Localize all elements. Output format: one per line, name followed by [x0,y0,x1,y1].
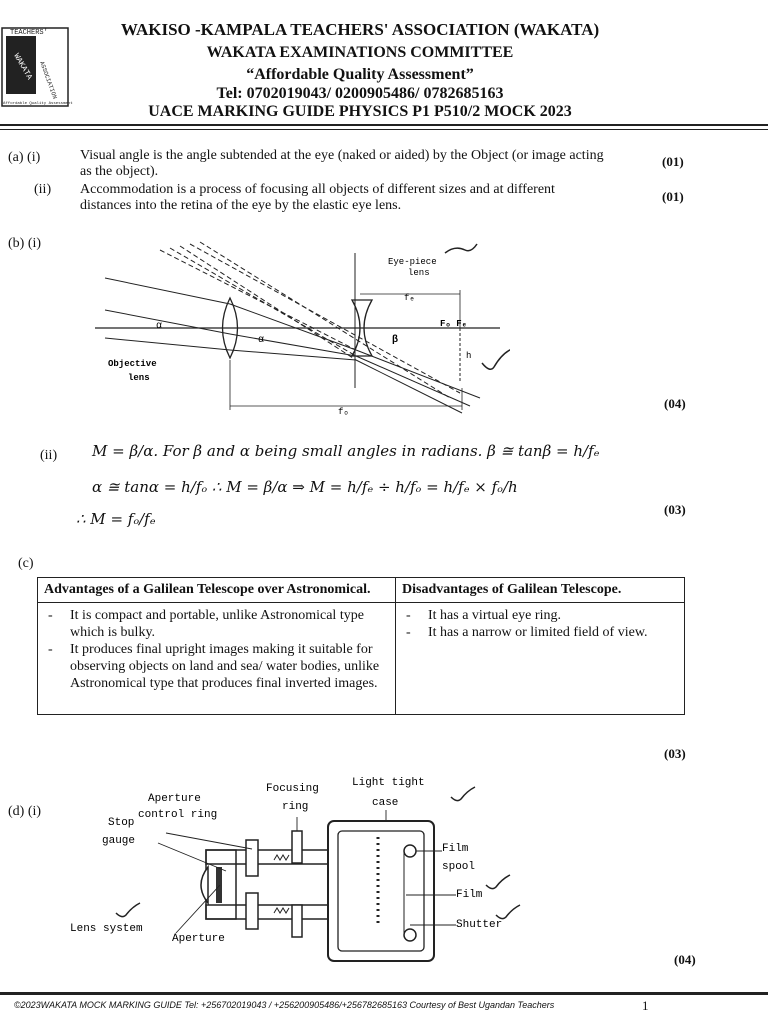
label-lens-system: Lens system [70,923,143,935]
virtual-ray-3 [180,246,356,360]
q-a-ii-label: (ii) [34,182,52,197]
label-fe: fₑ [404,293,415,303]
header-association: WAKISO -KAMPALA TEACHERS' ASSOCIATION (WAKATA) [120,20,600,39]
tick-mark-icon [116,903,140,917]
tick-mark-icon [482,349,510,369]
label-stop-gauge-1: Stop [108,817,135,829]
q-b-label: (b) (i) [8,236,42,251]
label-alpha-1: α [156,321,163,332]
camera-case-inner [338,831,424,951]
lens-barrel-top [206,850,328,864]
logo-text-center: WAKATA [11,52,34,82]
header-committee: WAKATA EXAMINATIONS COMMITTEE [206,44,514,61]
lens-barrel-bottom [206,905,328,919]
advantages-cell [38,603,396,715]
q-a-ii-mark: (01) [662,189,684,204]
converging-ray-3 [230,350,356,360]
label-light-tight-1: Light tight [352,777,425,789]
film-spool-top [404,845,416,857]
disadvantages-header: Disadvantages of Galilean Telescope. [396,578,685,603]
logo-text-top: TEACHERS' [10,29,48,37]
label-objective-lens: lens [128,373,150,383]
label-shutter: Shutter [456,919,503,931]
emergent-ray-3 [356,360,462,413]
focusing-ring-top [292,831,302,863]
q-b-ii-label: (ii) [40,448,58,463]
label-focusing-1: Focusing [266,783,319,795]
advantage-item: - It produces final upright images making it suitable for observing objects on land and sea/ water bodies, unlike Astronomical type that produces final inverted images. [44,641,389,692]
q-d-mark: (04) [674,952,696,967]
label-objective: Objective [108,359,157,369]
tick-mark-icon [496,905,520,919]
logo-text-side: ASSOCIATION [38,60,59,100]
q-a-ii-text-2: distances into the retina of the eye by the elastic eye lens. [80,198,402,213]
camera-case-outer [328,821,434,961]
label-film-spool-2: spool [442,861,476,873]
label-aperture: Aperture [172,933,225,945]
q-a-label: (a) (i) [8,150,41,165]
q-a-i-mark: (01) [662,154,684,169]
label-h: h [466,351,472,361]
label-film: Film [456,889,483,901]
leader-aperture [176,885,220,933]
label-stop-gauge-2: gauge [102,835,136,847]
header-slogan: “Affordable Quality Assessment” [246,66,474,83]
q-a-ii-text-1: Accommodation is a process of focusing all objects of different sizes and at different [80,182,555,197]
equation-1: M = β/α. For β and α being small angles in radians. β ≅ tanβ = h/fₑ [92,442,600,460]
label-fo: fₒ [338,407,349,417]
incoming-ray-1 [105,278,230,304]
tick-mark-icon [486,875,510,889]
emergent-ray-2 [356,356,470,406]
logo-text-bottom: Affordable Quality Assessment [3,102,73,106]
camera-diagram [66,775,536,970]
focusing-ring-bottom [292,905,302,937]
galilean-telescope-table [37,577,685,715]
leader-stop-gauge [158,843,226,871]
advantages-header: Advantages of a Galilean Telescope over Astronomical. [38,578,396,603]
leader-aperture-ring [166,833,252,849]
q-b-i-mark: (04) [664,396,686,411]
header-phone: Tel: 0702019043/ 0200905486/ 0782685163 [216,85,504,102]
disadvantage-item: - It has a virtual eye ring. [402,607,678,624]
q-c-label: (c) [18,556,34,571]
aperture-ring-bottom [246,893,258,929]
disadvantages-cell [396,603,685,715]
telescope-ray-diagram [90,238,510,423]
label-light-tight-2: case [372,797,399,809]
incoming-ray-3 [105,338,230,350]
aperture-stop [216,867,222,903]
front-lens [201,867,208,903]
equation-3: ∴ M = fₒ/fₑ [76,510,156,528]
incoming-ray-2 [105,310,230,334]
q-b-ii-mark: (03) [664,502,686,517]
footer-text: ©2023WAKATA MOCK MARKING GUIDE Tel: +256702019043 / +256200905486/+256782685163 Courtesy of Best Ugandan Teachers [14,1000,555,1010]
q-d-label: (d) (i) [8,804,42,819]
tick-mark-icon [445,244,477,253]
label-eyepiece: Eye-piece [388,257,437,267]
label-focusing-2: ring [282,801,309,813]
q-c-mark: (03) [664,746,686,761]
footer-rule [0,992,768,995]
page-number: 1 [642,998,649,1013]
aperture-ring-top [246,840,258,876]
label-film-spool-1: Film [442,843,469,855]
tick-mark-icon [451,787,475,801]
label-eyepiece-lens: lens [408,268,430,278]
header-title: UACE MARKING GUIDE PHYSICS P1 P510/2 MOCK 2023 [148,103,572,120]
label-aperture-control-1: Aperture [148,793,201,805]
spring-top [274,855,289,860]
label-aperture-control-2: control ring [138,809,218,821]
advantage-item: - It is compact and portable, unlike Astronomical type which is bulky. [44,607,389,641]
label-beta: β [392,335,399,346]
spring-bottom [274,908,289,913]
header-rule [0,124,768,126]
q-a-i-text-1: Visual angle is the angle subtended at the eye (naked or aided) by the Object (or image acting [80,148,604,163]
disadvantage-item: - It has a narrow or limited field of view. [402,624,678,641]
label-alpha-2: α [258,335,265,346]
film-spool-bottom [404,929,416,941]
q-a-i-text-2: as the object). [80,164,159,179]
equation-2: α ≅ tanα = h/fₒ ∴ M = β/α ⇒ M = h/fₑ ÷ h/fₒ = h/fₑ × fₒ/h [92,478,518,496]
header-rule-thin [0,129,768,130]
label-fo-fe: Fₒ Fₑ [440,319,468,329]
